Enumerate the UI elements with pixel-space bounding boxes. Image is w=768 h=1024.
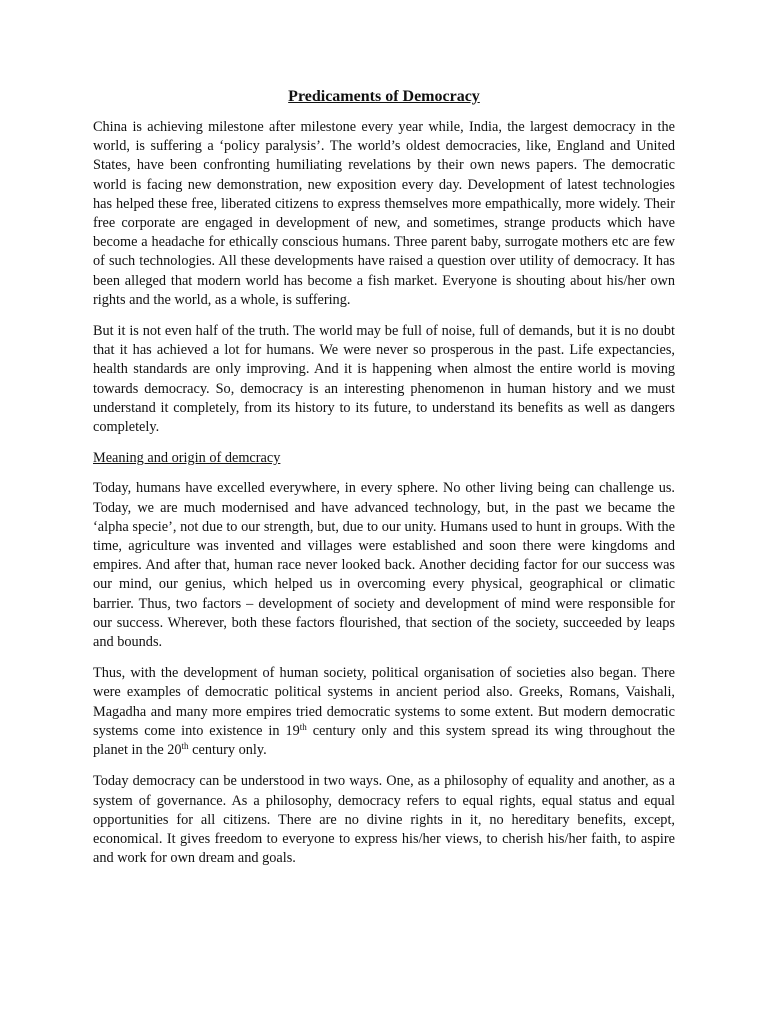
paragraph-political-organisation (93, 664, 675, 760)
p4-part2: century only and this system spread its wing throughout the planet in the 20 (93, 722, 675, 759)
document-title: Predicaments of Democracy (288, 88, 480, 105)
p4-part1: Thus, with the development of human society, political organisation of societies also began. There were examples of democratic political systems in ancient period also. Greeks, Romans, Vaishali, Magadha and many more empires tried democratic systems to some extent. But modern democratic systems come into existence in 19 (93, 665, 675, 739)
p4-part3: century only. (188, 742, 267, 759)
paragraph-intro: China is achieving milestone after milestone every year while, India, the largest democracy in the world, is suffering a ‘policy paralysis’. The world’s oldest democracies, like, England and United States, have been confronting humiliating revelations by their own news papers. The democratic world is facing new demonstration, new exposition every day. Development of latest technologies has helped these free, liberated citizens to express themselves more empathically, more widely. Their free corporate are engaged in development of new, and sometimes, strange products which have become a headache for ethically conscious humans. Three parent baby, surrogate mothers etc are few of such technologies. All these developments have raised a question over utility of democracy. It has been alleged that modern world has become a fish market. Everyone is shouting about his/her own rights and the world, as a whole, is suffering. (93, 119, 675, 308)
p4-superscript-2: th (181, 741, 189, 752)
p4-superscript-1: th (299, 721, 307, 732)
paragraph-human-success: Today, humans have excelled everywhere, in every sphere. No other living being can challenge us. Today, we are much modernised and have advanced technology, but, in the past we became the ‘alpha specie’, not due to our strength, but, due to our unity. Humans used to hunt in groups. With the time, agriculture was invented and villages were established and soon there were kingdoms and empires. And after that, human race never looked back. Another deciding factor for our success was our mind, our genius, which helped us in overcoming every physical, geographical or climatic barrier. Thus, two factors – development of society and development of mind were responsible for our success. Wherever, both these factors flourished, that section of the society, succeeded by leaps and bounds. (93, 480, 675, 651)
section-heading-meaning-origin: Meaning and origin of demcracy (93, 450, 281, 467)
paragraph-half-truth: But it is not even half of the truth. The world may be full of noise, full of demands, but it is no doubt that it has achieved a lot for humans. We were never so prosperous in the past. Life expectancies, health standards are only improving. And it is happening when almost the entire world is moving towards democracy. So, democracy is an interesting phenomenon in human history and we must understand it completely, from its history to its future, to understand its benefits as well as dangers completely. (93, 323, 675, 436)
document-page (93, 86, 675, 880)
paragraph-two-ways: Today democracy can be understood in two ways. One, as a philosophy of equality and another, as a system of governance. As a philosophy, democracy refers to equal rights, equal status and equal opportunities for all citizens. There are no divine rights in it, no hereditary benefits, except, economical. It gives freedom to everyone to express his/her views, to cherish his/her faith, to aspire and work for own dream and goals. (93, 773, 675, 867)
